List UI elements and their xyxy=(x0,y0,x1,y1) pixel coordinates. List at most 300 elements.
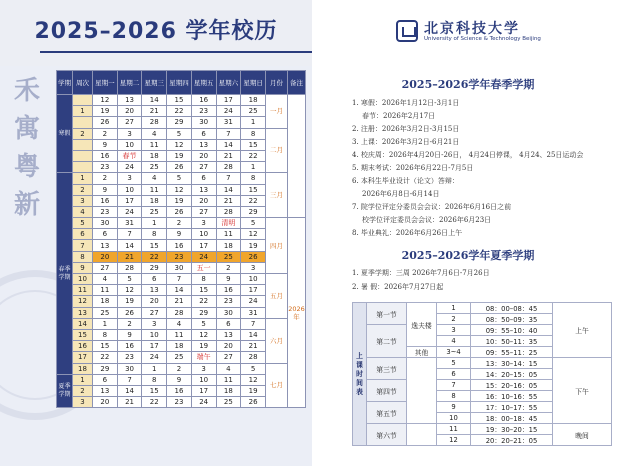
day-cell: 29 xyxy=(93,363,118,374)
week-number: 1 xyxy=(73,374,93,385)
section-label: 第三节 xyxy=(367,358,407,380)
week-number: 1 xyxy=(73,173,93,184)
day-cell: 18 xyxy=(216,240,241,251)
other-building-label: 其他 xyxy=(407,347,437,358)
day-cell: 30 xyxy=(216,307,241,318)
day-cell: 30 xyxy=(167,262,192,273)
day-cell: 20 xyxy=(117,106,142,117)
day-cell: 9 xyxy=(216,274,241,285)
col-tue: 星期二 xyxy=(117,71,142,95)
period-time: 19：30–20：15 xyxy=(471,424,553,435)
calendar-week-row xyxy=(57,274,306,285)
period-num: 3~4 xyxy=(437,347,471,358)
day-cell: 3 xyxy=(191,363,216,374)
university-name-en: University of Science & Technology Beijing xyxy=(424,36,541,42)
day-cell: 23 xyxy=(216,296,241,307)
period-time: 08：50–09：35 xyxy=(471,314,553,325)
day-cell: 7 xyxy=(167,274,192,285)
day-cell: 21 xyxy=(117,397,142,408)
day-cell: 13 xyxy=(142,285,167,296)
spring-item: 1. 寒假：2026年1月12日-3月1日 xyxy=(352,99,460,107)
day-cell: 23 xyxy=(93,206,118,217)
day-cell: 21 xyxy=(117,251,142,262)
day-cell: 23 xyxy=(93,162,118,173)
day-cell: 22 xyxy=(167,106,192,117)
day-cell: 10 xyxy=(191,229,216,240)
day-cell: 23 xyxy=(167,397,192,408)
day-cell: 19 xyxy=(167,195,192,206)
week-number: 12 xyxy=(73,296,93,307)
day-cell: 13 xyxy=(93,385,118,396)
day-cell: 6 xyxy=(93,374,118,385)
col-fri: 星期五 xyxy=(191,71,216,95)
day-cell: 15 xyxy=(142,240,167,251)
day-cell: 5 xyxy=(241,363,266,374)
day-cell: 26 xyxy=(93,117,118,128)
day-cell: 24 xyxy=(142,352,167,363)
day-cell: 1 xyxy=(142,218,167,229)
day-cell: 28 xyxy=(216,162,241,173)
university-logo-icon xyxy=(396,20,418,42)
day-cell: 26 xyxy=(241,251,266,262)
day-cell: 14 xyxy=(142,95,167,106)
week-number xyxy=(73,95,93,106)
day-cell: 27 xyxy=(142,307,167,318)
month-label: 四月 xyxy=(266,218,288,274)
day-cell: 28 xyxy=(142,117,167,128)
period-time: 10：50–11：35 xyxy=(471,336,553,347)
day-cell: 6 xyxy=(191,128,216,139)
day-cell: 25 xyxy=(167,352,192,363)
day-cell: 8 xyxy=(241,128,266,139)
day-cell: 3 xyxy=(241,262,266,273)
month-label: 三月 xyxy=(266,173,288,218)
week-number: 15 xyxy=(73,329,93,340)
day-cell: 24 xyxy=(191,397,216,408)
day-cell: 27 xyxy=(117,117,142,128)
day-cell: 11 xyxy=(216,229,241,240)
period-num: 1 xyxy=(437,303,471,314)
day-cell: 4 xyxy=(93,274,118,285)
day-cell: 15 xyxy=(142,385,167,396)
week-number: 18 xyxy=(73,363,93,374)
day-cell: 23 xyxy=(167,251,192,262)
col-note: 备注 xyxy=(288,71,306,95)
week-number xyxy=(73,162,93,173)
day-cell: 25 xyxy=(216,397,241,408)
day-cell: 16 xyxy=(191,95,216,106)
day-cell: 29 xyxy=(167,117,192,128)
day-cell: 21 xyxy=(167,296,192,307)
day-cell: 14 xyxy=(216,139,241,150)
day-cell: 22 xyxy=(241,150,266,161)
spring-item: 7. 院学位评定分委员会会议：2026年6月16日之前 xyxy=(352,203,512,211)
day-cell: 16 xyxy=(93,195,118,206)
day-cell: 11 xyxy=(167,329,192,340)
day-cell: 15 xyxy=(167,95,192,106)
day-cell: 24 xyxy=(241,296,266,307)
spring-item: 5. 期末考试：2026年6月22日-7月5日 xyxy=(352,164,474,172)
day-cell: 5 xyxy=(167,128,192,139)
day-cell: 27 xyxy=(191,162,216,173)
day-cell: 28 xyxy=(216,206,241,217)
title-underline xyxy=(40,51,312,53)
period-num: 10 xyxy=(437,413,471,424)
day-cell: 30 xyxy=(191,117,216,128)
day-cell: 12 xyxy=(241,374,266,385)
day-cell: 2 xyxy=(216,262,241,273)
spring-item: 春节：2026年2月17日 xyxy=(362,112,436,120)
period-num: 12 xyxy=(437,435,471,446)
spring-item: 校学位评定委员会会议：2026年6月23日 xyxy=(362,216,492,224)
day-cell: 5 xyxy=(117,274,142,285)
watermark-char: 禾 xyxy=(13,76,40,106)
day-cell: 15 xyxy=(241,184,266,195)
day-cell: 15 xyxy=(241,139,266,150)
section-label: 第二节 xyxy=(367,325,407,358)
period-num: 5 xyxy=(437,358,471,369)
col-mon: 星期一 xyxy=(93,71,118,95)
period-time: 16：10–16：55 xyxy=(471,391,553,402)
period-time: 08：00–08：45 xyxy=(471,303,553,314)
building-blank xyxy=(407,358,437,424)
day-cell: 19 xyxy=(241,385,266,396)
period-num: 9 xyxy=(437,402,471,413)
day-cell: 7 xyxy=(117,229,142,240)
period-num: 8 xyxy=(437,391,471,402)
day-cell: 27 xyxy=(93,262,118,273)
day-cell: 17 xyxy=(191,385,216,396)
section-label: 第四节 xyxy=(367,380,407,402)
day-cell: 1 xyxy=(142,363,167,374)
day-cell: 15 xyxy=(191,285,216,296)
month-label: 七月 xyxy=(266,363,288,408)
day-cell: 19 xyxy=(241,240,266,251)
day-cell: 3 xyxy=(191,218,216,229)
holiday-label: 清明 xyxy=(216,218,241,229)
building-blank xyxy=(407,424,437,446)
section-label: 第一节 xyxy=(367,303,407,325)
day-cell: 17 xyxy=(241,285,266,296)
day-cell: 18 xyxy=(142,195,167,206)
day-cell: 13 xyxy=(191,139,216,150)
spring-item: 8. 毕业典礼：2026年6月26日上午 xyxy=(352,229,463,237)
week-number: 14 xyxy=(73,318,93,329)
day-cell: 20 xyxy=(93,397,118,408)
day-cell: 13 xyxy=(93,240,118,251)
day-cell: 22 xyxy=(241,195,266,206)
calendar-week-row xyxy=(57,128,306,139)
day-cell: 9 xyxy=(167,229,192,240)
day-cell: 17 xyxy=(216,95,241,106)
spring-item: 2. 注册：2026年3月2日-3月15日 xyxy=(352,125,460,133)
day-cell: 10 xyxy=(117,184,142,195)
day-cell: 8 xyxy=(93,329,118,340)
day-cell: 8 xyxy=(142,229,167,240)
day-cell: 19 xyxy=(93,106,118,117)
calendar-week-row xyxy=(57,363,306,374)
section-label: 第六节 xyxy=(367,424,407,446)
period-time: 09：55–11：25 xyxy=(471,347,553,358)
day-cell: 14 xyxy=(117,385,142,396)
day-cell: 1 xyxy=(241,117,266,128)
day-cell: 17 xyxy=(142,341,167,352)
day-cell: 26 xyxy=(241,397,266,408)
day-cell: 19 xyxy=(191,341,216,352)
day-cell: 18 xyxy=(216,385,241,396)
day-cell: 14 xyxy=(167,285,192,296)
day-cell: 9 xyxy=(93,184,118,195)
day-cell: 20 xyxy=(142,296,167,307)
day-cell: 2 xyxy=(117,318,142,329)
term-label: 春季学期 xyxy=(57,173,73,374)
day-cell: 14 xyxy=(117,240,142,251)
period-num: 11 xyxy=(437,424,471,435)
calendar-header-row xyxy=(57,71,306,95)
day-cell: 19 xyxy=(117,296,142,307)
day-cell: 1 xyxy=(241,162,266,173)
period-num: 7 xyxy=(437,380,471,391)
note-blank xyxy=(288,95,306,218)
day-cell: 2 xyxy=(93,173,118,184)
day-cell: 24 xyxy=(216,106,241,117)
day-cell: 11 xyxy=(216,374,241,385)
day-cell: 22 xyxy=(93,352,118,363)
day-cell: 30 xyxy=(117,363,142,374)
period-time: 18：00–18：45 xyxy=(471,413,553,424)
day-cell: 20 xyxy=(93,251,118,262)
day-cell: 25 xyxy=(93,307,118,318)
day-cell: 24 xyxy=(117,162,142,173)
week-number: 2 xyxy=(73,184,93,195)
summer-item: 2. 暑 假：2026年7月27日起 xyxy=(352,283,444,291)
week-number: 3 xyxy=(73,397,93,408)
day-cell: 21 xyxy=(241,341,266,352)
day-cell: 20 xyxy=(191,150,216,161)
day-cell: 8 xyxy=(241,173,266,184)
week-number: 9 xyxy=(73,262,93,273)
day-cell: 20 xyxy=(216,341,241,352)
week-number: 6 xyxy=(73,229,93,240)
week-number: 17 xyxy=(73,352,93,363)
day-cell: 7 xyxy=(216,173,241,184)
day-cell: 23 xyxy=(191,106,216,117)
calendar-header xyxy=(0,0,312,66)
holiday-label: 春节 xyxy=(117,150,142,161)
day-cell: 5 xyxy=(241,218,266,229)
day-cell: 1 xyxy=(93,318,118,329)
day-cell: 25 xyxy=(142,162,167,173)
spring-item: 2026年6月8日-6月14日 xyxy=(362,190,440,198)
day-cell: 24 xyxy=(191,251,216,262)
day-cell: 9 xyxy=(167,374,192,385)
day-cell: 10 xyxy=(142,329,167,340)
day-cell: 18 xyxy=(93,296,118,307)
day-cell: 23 xyxy=(117,352,142,363)
day-cell: 12 xyxy=(167,139,192,150)
term-label: 夏季学期 xyxy=(57,374,73,408)
period-time: 15：20–16：05 xyxy=(471,380,553,391)
summer-term-title: 2025–2026学年夏季学期 xyxy=(401,249,535,262)
calendar-week-row xyxy=(57,218,306,229)
day-cell: 7 xyxy=(117,374,142,385)
holiday-label: 端午 xyxy=(191,352,216,363)
day-cell: 31 xyxy=(117,218,142,229)
day-cell: 16 xyxy=(167,385,192,396)
col-wed: 星期三 xyxy=(142,71,167,95)
spring-item: 3. 上课：2026年3月2日-6月21日 xyxy=(352,138,460,146)
day-cell: 9 xyxy=(117,329,142,340)
day-cell: 9 xyxy=(93,139,118,150)
day-cell: 10 xyxy=(191,374,216,385)
day-cell: 15 xyxy=(93,341,118,352)
day-cell: 11 xyxy=(142,184,167,195)
day-cell: 29 xyxy=(191,307,216,318)
day-cell: 8 xyxy=(142,374,167,385)
term-label: 寒假 xyxy=(57,95,73,173)
day-cell: 12 xyxy=(191,329,216,340)
day-cell: 18 xyxy=(241,95,266,106)
day-cell: 7 xyxy=(216,128,241,139)
evening-label: 晚间 xyxy=(553,424,612,446)
day-cell: 20 xyxy=(191,195,216,206)
watermark-char: 新 xyxy=(13,190,40,220)
watermark-char: 粤 xyxy=(13,152,40,182)
month-label: 二月 xyxy=(266,128,288,173)
week-number: 7 xyxy=(73,240,93,251)
day-cell: 2 xyxy=(167,218,192,229)
calendar-table xyxy=(56,70,306,408)
day-cell: 28 xyxy=(241,352,266,363)
period-num: 3 xyxy=(437,325,471,336)
calendar-week-row xyxy=(57,318,306,329)
pm-label: 下午 xyxy=(553,358,612,424)
day-cell: 25 xyxy=(241,106,266,117)
day-cell: 4 xyxy=(142,128,167,139)
day-cell: 8 xyxy=(191,274,216,285)
period-time: 09：55–10：40 xyxy=(471,325,553,336)
day-cell: 12 xyxy=(117,285,142,296)
day-cell: 28 xyxy=(117,262,142,273)
period-num: 4 xyxy=(437,336,471,347)
week-number: 11 xyxy=(73,285,93,296)
day-cell: 4 xyxy=(142,173,167,184)
calligraphy-watermark xyxy=(4,72,50,224)
month-label: 五月 xyxy=(266,274,288,319)
week-number: 13 xyxy=(73,307,93,318)
day-cell: 18 xyxy=(142,150,167,161)
calendar-week-row xyxy=(57,173,306,184)
calendar-week-row xyxy=(57,95,306,106)
col-week: 周次 xyxy=(73,71,93,95)
day-cell: 5 xyxy=(167,173,192,184)
holiday-label: 五一 xyxy=(191,262,216,273)
day-cell: 27 xyxy=(191,206,216,217)
day-cell: 21 xyxy=(142,106,167,117)
day-cell: 29 xyxy=(241,206,266,217)
day-cell: 12 xyxy=(93,95,118,106)
period-num: 2 xyxy=(437,314,471,325)
col-term: 学期 xyxy=(57,71,73,95)
day-cell: 31 xyxy=(216,117,241,128)
day-cell: 19 xyxy=(167,150,192,161)
university-name-cn: 北京科技大学 xyxy=(424,21,520,37)
day-cell: 28 xyxy=(167,307,192,318)
spring-item: 4. 校庆周：2026年4月20日-26日， 4月24日停课， 4月24、25日运动会 xyxy=(352,151,584,159)
month-label: 一月 xyxy=(266,95,288,129)
day-cell: 10 xyxy=(241,274,266,285)
day-cell: 5 xyxy=(191,318,216,329)
period-time: 20：20–21：05 xyxy=(471,435,553,446)
day-cell: 27 xyxy=(216,352,241,363)
day-cell: 17 xyxy=(117,195,142,206)
day-cell: 26 xyxy=(117,307,142,318)
day-cell: 13 xyxy=(191,184,216,195)
period-time: 17：10–17：55 xyxy=(471,402,553,413)
day-cell: 2 xyxy=(167,363,192,374)
col-thu: 星期四 xyxy=(167,71,192,95)
day-cell: 3 xyxy=(142,318,167,329)
am-label: 上午 xyxy=(553,303,612,358)
day-cell: 16 xyxy=(216,285,241,296)
day-cell: 26 xyxy=(167,162,192,173)
day-cell: 18 xyxy=(167,341,192,352)
building-label: 逸夫楼 xyxy=(407,303,437,347)
day-cell: 16 xyxy=(93,150,118,161)
week-number: 8 xyxy=(73,251,93,262)
day-cell: 4 xyxy=(216,363,241,374)
section-label: 第五节 xyxy=(367,402,407,424)
day-cell: 3 xyxy=(117,173,142,184)
year-note: 2026年 xyxy=(288,218,306,408)
week-number xyxy=(73,117,93,128)
day-cell: 13 xyxy=(216,329,241,340)
day-cell: 24 xyxy=(117,206,142,217)
day-cell: 6 xyxy=(93,229,118,240)
week-number: 2 xyxy=(73,385,93,396)
week-number: 1 xyxy=(73,106,93,117)
day-cell: 22 xyxy=(142,397,167,408)
period-time: 13：30–14：15 xyxy=(471,358,553,369)
day-cell: 26 xyxy=(167,206,192,217)
day-cell: 30 xyxy=(93,218,118,229)
month-label: 六月 xyxy=(266,318,288,363)
day-cell: 25 xyxy=(216,251,241,262)
day-cell: 21 xyxy=(216,195,241,206)
day-cell: 11 xyxy=(93,285,118,296)
week-number: 2 xyxy=(73,128,93,139)
day-cell: 29 xyxy=(142,262,167,273)
calendar-title: 2025–2026 学年校历 xyxy=(34,19,278,44)
day-cell: 17 xyxy=(191,240,216,251)
col-sat: 星期六 xyxy=(216,71,241,95)
week-number: 4 xyxy=(73,206,93,217)
period-time: 14：20–15：05 xyxy=(471,369,553,380)
day-cell: 6 xyxy=(142,274,167,285)
timetable-side-label: 上课时间表 xyxy=(353,303,367,446)
day-cell: 3 xyxy=(117,128,142,139)
week-number xyxy=(73,150,93,161)
col-month: 月份 xyxy=(266,71,288,95)
watermark-char: 寓 xyxy=(13,114,40,144)
day-cell: 25 xyxy=(142,206,167,217)
class-timetable xyxy=(352,302,612,446)
day-cell: 21 xyxy=(216,150,241,161)
week-number xyxy=(73,139,93,150)
week-number: 5 xyxy=(73,218,93,229)
day-cell: 6 xyxy=(216,318,241,329)
col-sun: 星期日 xyxy=(241,71,266,95)
